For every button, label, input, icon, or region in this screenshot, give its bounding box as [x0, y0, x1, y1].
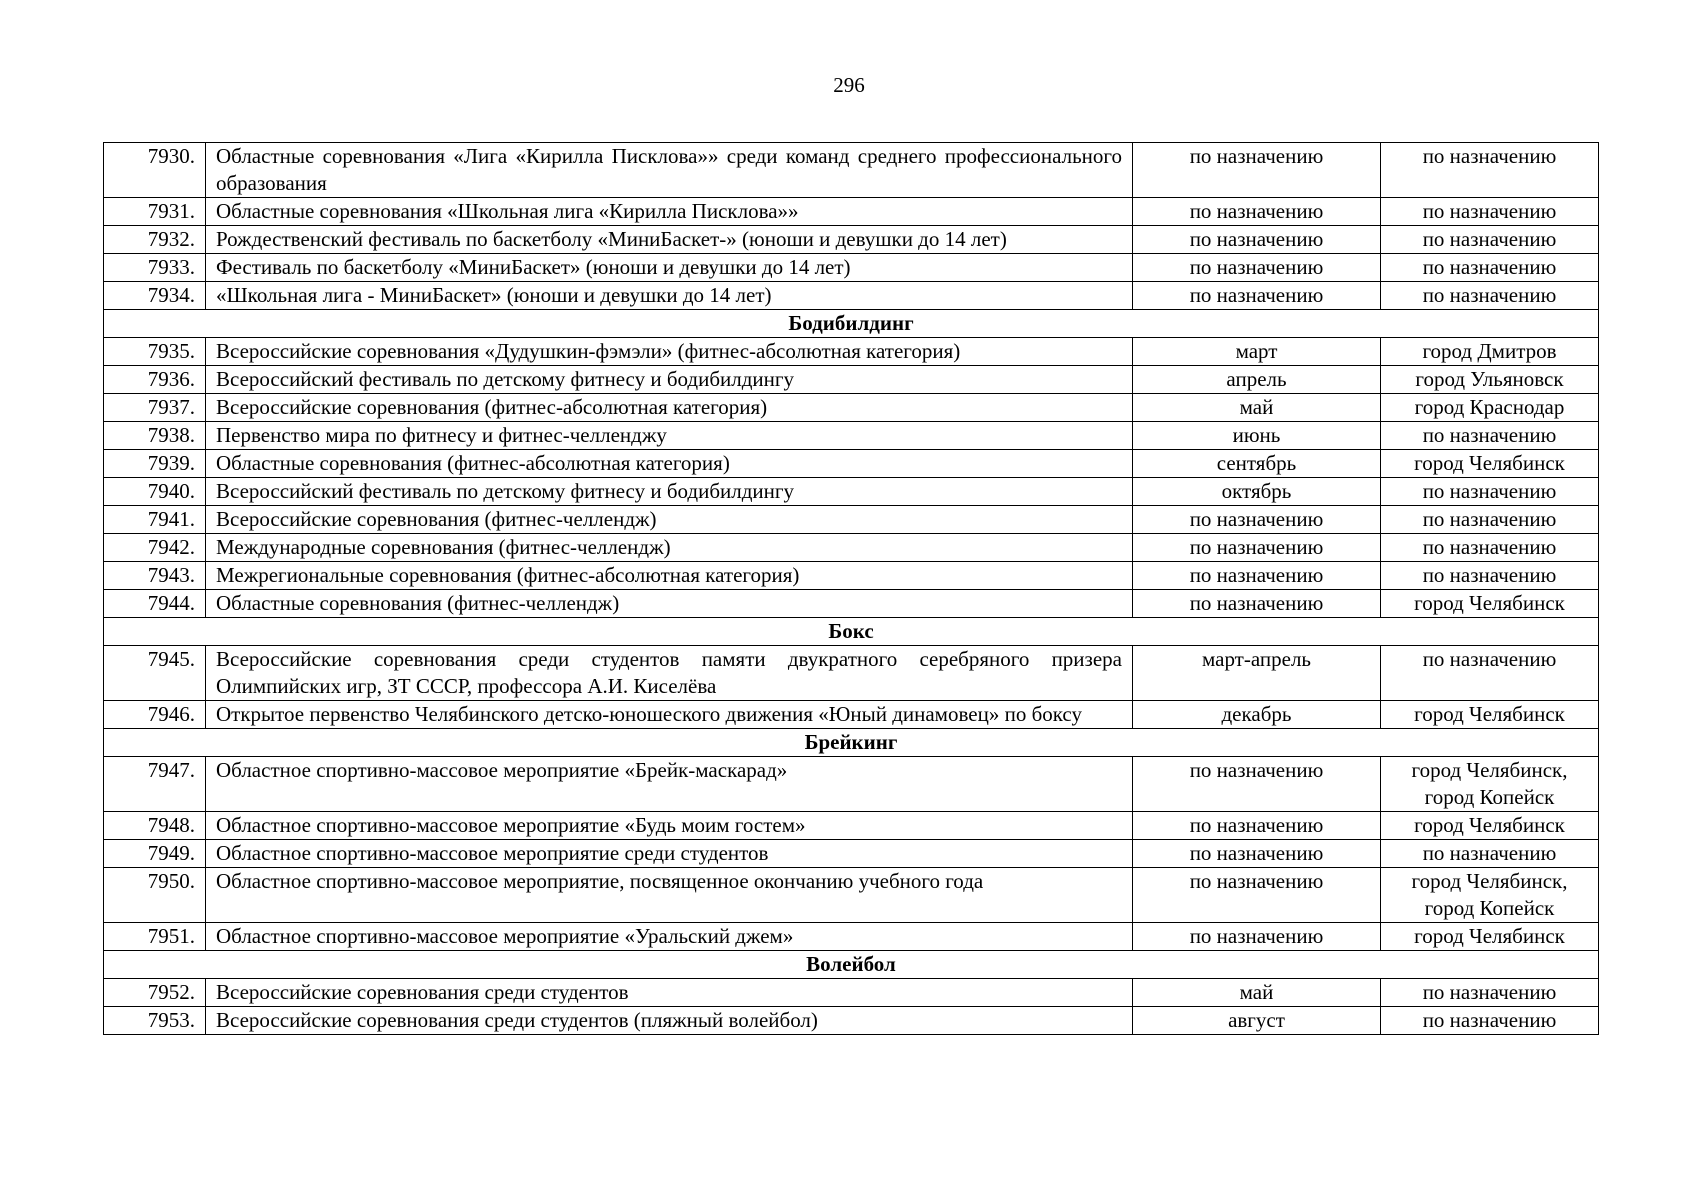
- event-place: город Челябинск: [1381, 923, 1599, 951]
- event-date: март: [1133, 338, 1381, 366]
- event-name: Всероссийские соревнования (фитнес-абсолютная категория): [206, 394, 1133, 422]
- event-date: декабрь: [1133, 701, 1381, 729]
- section-title: Волейбол: [104, 951, 1599, 979]
- event-number: 7953.: [104, 1007, 206, 1035]
- event-date: май: [1133, 394, 1381, 422]
- event-place: по назначению: [1381, 562, 1599, 590]
- section-header-row: [104, 729, 1599, 757]
- event-number: 7943.: [104, 562, 206, 590]
- event-date: по назначению: [1133, 506, 1381, 534]
- event-date: октябрь: [1133, 478, 1381, 506]
- table-row: [104, 226, 1599, 254]
- event-name: Областное спортивно-массовое мероприятие «Уральский джем»: [206, 923, 1133, 951]
- event-date: май: [1133, 979, 1381, 1007]
- event-name: Открытое первенство Челябинского детско-юношеского движения «Юный динамовец» по боксу: [206, 701, 1133, 729]
- table-row: [104, 366, 1599, 394]
- events-table: [103, 142, 1599, 1035]
- event-number: 7951.: [104, 923, 206, 951]
- table-row: [104, 812, 1599, 840]
- event-name: Областные соревнования «Лига «Кирилла Писклова»» среди команд среднего профессионального образования: [206, 143, 1133, 198]
- event-place: город Ульяновск: [1381, 366, 1599, 394]
- event-place: по назначению: [1381, 1007, 1599, 1035]
- event-date: по назначению: [1133, 254, 1381, 282]
- event-number: 7942.: [104, 534, 206, 562]
- event-place: город Челябинск: [1381, 701, 1599, 729]
- event-number: 7952.: [104, 979, 206, 1007]
- event-number: 7937.: [104, 394, 206, 422]
- section-header-row: [104, 310, 1599, 338]
- event-name: Областное спортивно-массовое мероприятие «Брейк-маскарад»: [206, 757, 1133, 812]
- events-table-body: [104, 143, 1599, 1035]
- event-name: Всероссийский фестиваль по детскому фитнесу и бодибилдингу: [206, 366, 1133, 394]
- event-name: Областные соревнования «Школьная лига «Кирилла Писклова»»: [206, 198, 1133, 226]
- table-row: [104, 338, 1599, 366]
- table-row: [104, 868, 1599, 923]
- table-row: [104, 254, 1599, 282]
- event-name: Областное спортивно-массовое мероприятие «Будь моим гостем»: [206, 812, 1133, 840]
- event-name: Всероссийские соревнования «Дудушкин-фэмэли» (фитнес-абсолютная категория): [206, 338, 1133, 366]
- event-number: 7949.: [104, 840, 206, 868]
- table-row: [104, 282, 1599, 310]
- event-name: Фестиваль по баскетболу «МиниБаскет» (юноши и девушки до 14 лет): [206, 254, 1133, 282]
- event-name: Всероссийские соревнования среди студентов: [206, 979, 1133, 1007]
- event-number: 7947.: [104, 757, 206, 812]
- event-date: по назначению: [1133, 282, 1381, 310]
- event-number: 7931.: [104, 198, 206, 226]
- section-title: Брейкинг: [104, 729, 1599, 757]
- event-name: Областные соревнования (фитнес-абсолютная категория): [206, 450, 1133, 478]
- table-row: [104, 534, 1599, 562]
- event-name: Международные соревнования (фитнес-челлендж): [206, 534, 1133, 562]
- event-date: по назначению: [1133, 757, 1381, 812]
- event-date: апрель: [1133, 366, 1381, 394]
- event-number: 7930.: [104, 143, 206, 198]
- event-number: 7941.: [104, 506, 206, 534]
- table-row: [104, 979, 1599, 1007]
- event-name: Областное спортивно-массовое мероприятие среди студентов: [206, 840, 1133, 868]
- event-name: Всероссийские соревнования среди студентов (пляжный волейбол): [206, 1007, 1133, 1035]
- event-place: по назначению: [1381, 226, 1599, 254]
- table-row: [104, 450, 1599, 478]
- event-place: по назначению: [1381, 506, 1599, 534]
- table-row: [104, 198, 1599, 226]
- section-header-row: [104, 951, 1599, 979]
- event-number: 7936.: [104, 366, 206, 394]
- event-date: по назначению: [1133, 812, 1381, 840]
- event-place: по назначению: [1381, 534, 1599, 562]
- event-number: 7938.: [104, 422, 206, 450]
- table-row: [104, 478, 1599, 506]
- event-place: по назначению: [1381, 478, 1599, 506]
- table-row: [104, 562, 1599, 590]
- table-row: [104, 1007, 1599, 1035]
- event-date: июнь: [1133, 422, 1381, 450]
- table-row: [104, 701, 1599, 729]
- event-date: сентябрь: [1133, 450, 1381, 478]
- event-place: по назначению: [1381, 646, 1599, 701]
- event-place: город Дмитров: [1381, 338, 1599, 366]
- section-header-row: [104, 618, 1599, 646]
- event-date: по назначению: [1133, 840, 1381, 868]
- event-number: 7932.: [104, 226, 206, 254]
- event-date: по назначению: [1133, 226, 1381, 254]
- event-date: по назначению: [1133, 143, 1381, 198]
- table-row: [104, 506, 1599, 534]
- event-name: Всероссийские соревнования среди студентов памяти двукратного серебряного призера Олимпийских игр, ЗТ СССР, профессора А.И. Киселёва: [206, 646, 1133, 701]
- event-date: март-апрель: [1133, 646, 1381, 701]
- event-name: Рождественский фестиваль по баскетболу «МиниБаскет-» (юноши и девушки до 14 лет): [206, 226, 1133, 254]
- event-number: 7933.: [104, 254, 206, 282]
- event-number: 7939.: [104, 450, 206, 478]
- event-date: по назначению: [1133, 923, 1381, 951]
- event-number: 7945.: [104, 646, 206, 701]
- event-date: по назначению: [1133, 534, 1381, 562]
- event-date: по назначению: [1133, 198, 1381, 226]
- event-place: город Челябинск, город Копейск: [1381, 868, 1599, 923]
- event-name: Всероссийский фестиваль по детскому фитнесу и бодибилдингу: [206, 478, 1133, 506]
- table-row: [104, 757, 1599, 812]
- event-place: по назначению: [1381, 254, 1599, 282]
- event-number: 7948.: [104, 812, 206, 840]
- event-place: по назначению: [1381, 422, 1599, 450]
- event-place: город Челябинск: [1381, 812, 1599, 840]
- event-name: Областные соревнования (фитнес-челлендж): [206, 590, 1133, 618]
- table-row: [104, 394, 1599, 422]
- section-title: Бодибилдинг: [104, 310, 1599, 338]
- event-date: август: [1133, 1007, 1381, 1035]
- event-place: по назначению: [1381, 143, 1599, 198]
- table-row: [104, 840, 1599, 868]
- event-place: город Челябинск, город Копейск: [1381, 757, 1599, 812]
- event-date: по назначению: [1133, 562, 1381, 590]
- event-date: по назначению: [1133, 590, 1381, 618]
- table-row: [104, 143, 1599, 198]
- event-number: 7944.: [104, 590, 206, 618]
- event-name: Межрегиональные соревнования (фитнес-абсолютная категория): [206, 562, 1133, 590]
- table-row: [104, 590, 1599, 618]
- event-place: по назначению: [1381, 840, 1599, 868]
- event-number: 7946.: [104, 701, 206, 729]
- event-place: по назначению: [1381, 198, 1599, 226]
- event-name: Областное спортивно-массовое мероприятие, посвященное окончанию учебного года: [206, 868, 1133, 923]
- page-number: 296: [833, 73, 865, 97]
- event-name: «Школьная лига - МиниБаскет» (юноши и девушки до 14 лет): [206, 282, 1133, 310]
- event-name: Первенство мира по фитнесу и фитнес-челленджу: [206, 422, 1133, 450]
- event-date: по назначению: [1133, 868, 1381, 923]
- event-place: город Челябинск: [1381, 590, 1599, 618]
- table-row: [104, 646, 1599, 701]
- table-row: [104, 422, 1599, 450]
- section-title: Бокс: [104, 618, 1599, 646]
- table-row: [104, 923, 1599, 951]
- event-place: по назначению: [1381, 282, 1599, 310]
- event-place: по назначению: [1381, 979, 1599, 1007]
- event-name: Всероссийские соревнования (фитнес-челлендж): [206, 506, 1133, 534]
- event-number: 7935.: [104, 338, 206, 366]
- event-place: город Челябинск: [1381, 450, 1599, 478]
- event-place: город Краснодар: [1381, 394, 1599, 422]
- event-number: 7950.: [104, 868, 206, 923]
- event-number: 7940.: [104, 478, 206, 506]
- event-number: 7934.: [104, 282, 206, 310]
